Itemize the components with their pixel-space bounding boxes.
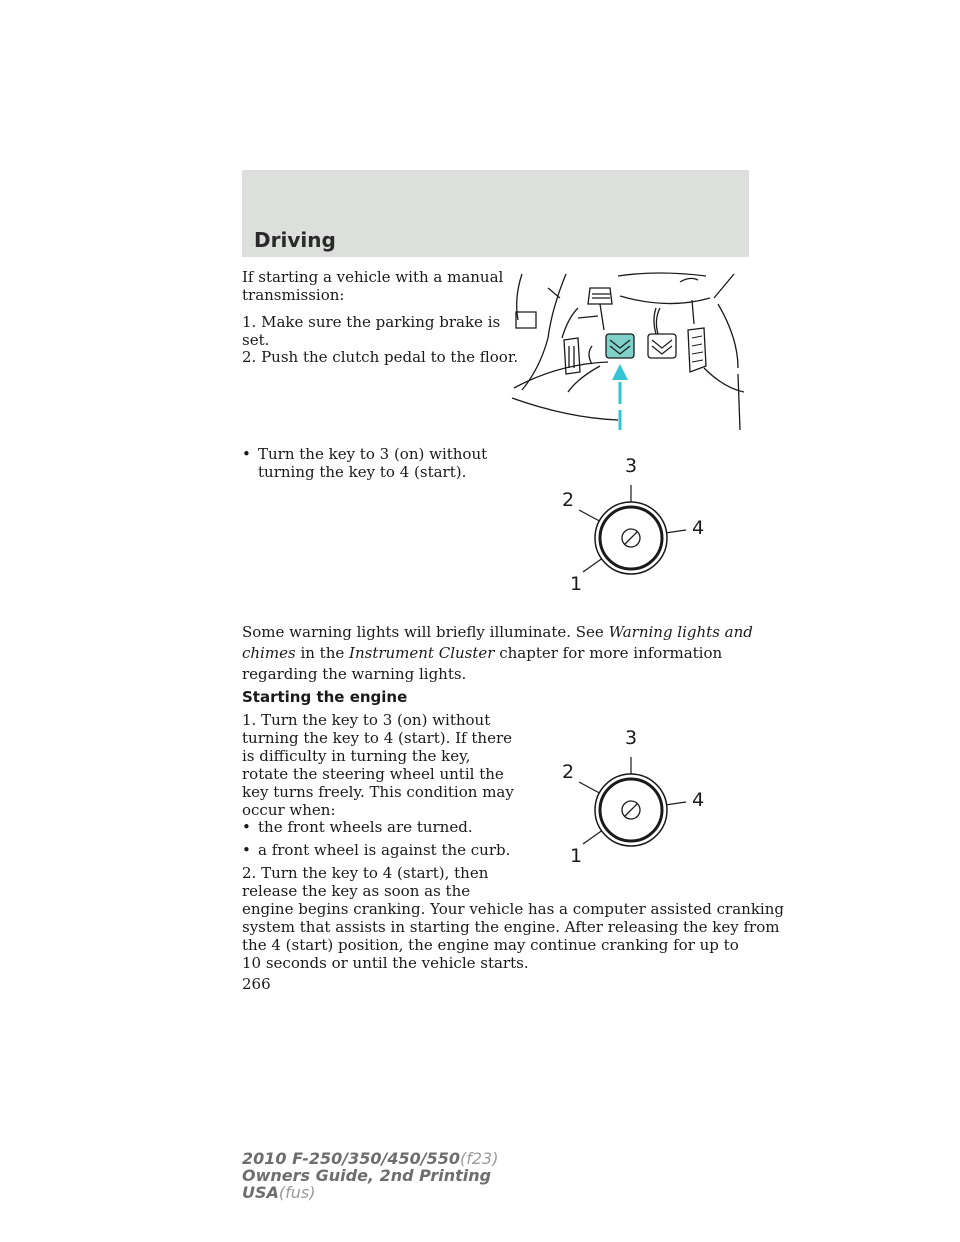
ignition-diagram (558, 722, 718, 882)
cross-reference: Warning lights and (608, 623, 753, 641)
text-line: set. (242, 331, 270, 349)
market: USA (242, 1183, 279, 1202)
text-line: 1. Make sure the parking brake is (242, 313, 501, 331)
text-line: key turns freely. This condition may (242, 783, 514, 801)
position-1-label: 1 (569, 845, 583, 867)
position-2-label: 2 (561, 489, 575, 511)
text-line: release the key as soon as the (242, 882, 471, 900)
manual-intro (242, 268, 503, 304)
text-line: transmission: (242, 286, 345, 304)
position-3-label: 3 (624, 455, 638, 477)
position-4-label: 4 (691, 517, 705, 539)
manual-step-1 (242, 313, 500, 349)
text-line: engine begins cranking. Your vehicle has a computer assisted cranking (242, 900, 784, 918)
accelerator-pedal (688, 328, 706, 372)
bullet-symbol: • (242, 818, 251, 836)
pedal-illustration (508, 268, 744, 432)
text-line: the front wheels are turned. (258, 818, 473, 836)
text-line: the 4 (start) position, the engine may continue cranking for up to (242, 936, 739, 954)
section-title: Driving (254, 228, 336, 252)
text-line: is difficulty in turning the key, (242, 747, 471, 765)
text-line: If starting a vehicle with a manual (242, 268, 504, 286)
text-span: chapter for more information (499, 644, 723, 662)
text-line: rotate the steering wheel until the (242, 765, 504, 783)
text-line: a front wheel is against the curb. (258, 841, 511, 859)
text-line: 2. Turn the key to 4 (start), then (242, 864, 489, 882)
subheading-starting-engine: Starting the engine (242, 688, 408, 706)
model-name: 2010 F-250/350/450/550 (242, 1149, 460, 1168)
cross-reference: Instrument Cluster (349, 644, 495, 662)
footer-line (242, 1150, 498, 1167)
position-1-label: 1 (569, 573, 583, 595)
text-line: turning the key to 4 (start). If there (242, 729, 512, 747)
position-3-label: 3 (624, 727, 638, 749)
bullet-symbol: • (242, 841, 251, 859)
text-line: 1. Turn the key to 3 (on) without (242, 711, 491, 729)
text-line: turning the key to 4 (start). (258, 463, 467, 481)
position-2-label: 2 (561, 761, 575, 783)
starting-step-1 (242, 711, 514, 819)
text-line: 2. Push the clutch pedal to the floor. (242, 348, 519, 366)
text-line: system that assists in starting the engine. After releasing the key from (242, 918, 780, 936)
clutch-pedal (606, 334, 634, 358)
text-span: Some warning lights will briefly illuminate. See (242, 623, 604, 641)
bullet-symbol: • (242, 445, 251, 463)
brake-pedal (648, 334, 676, 358)
text-line: 10 seconds or until the vehicle starts. (242, 954, 529, 972)
market-code: (fus) (278, 1183, 316, 1202)
warning-paragraph (242, 623, 762, 683)
text-span: in the (300, 644, 345, 662)
text-line: regarding the warning lights. (242, 665, 467, 683)
cross-reference: chimes (242, 644, 296, 662)
footer-line (242, 1184, 498, 1201)
edition: Owners Guide, 2nd Printing (242, 1166, 492, 1185)
manual-step-2 (242, 348, 518, 366)
text-line (242, 644, 762, 662)
footer-line (242, 1167, 498, 1184)
ignition-diagram (558, 450, 718, 610)
text-line: Turn the key to 3 (on) without (258, 445, 488, 463)
text-line (242, 623, 762, 641)
position-4-label: 4 (691, 789, 705, 811)
model-code: (f23) (460, 1149, 499, 1168)
page-number: 266 (242, 975, 271, 993)
text-line: occur when: (242, 801, 336, 819)
print-footer (242, 1150, 498, 1201)
